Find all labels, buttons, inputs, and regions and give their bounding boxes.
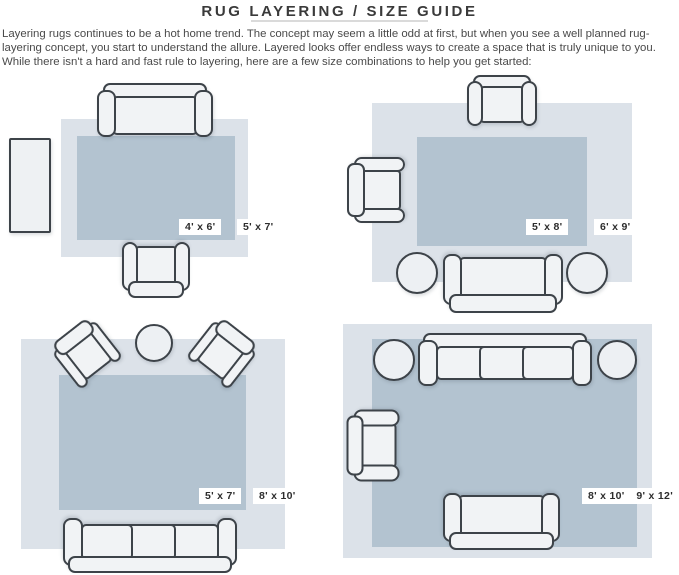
- side-chair-icon: [347, 410, 402, 482]
- sofa-arm: [572, 340, 592, 386]
- three-seat-sofa-icon: [418, 333, 592, 387]
- inner-rug-size-label: 5' x 8': [526, 219, 568, 235]
- inner-rug-size-label: 5' x 7': [199, 488, 241, 504]
- chair-seat: [358, 423, 397, 468]
- sofa-cushion: [522, 346, 573, 380]
- loveseat-icon: [443, 492, 560, 550]
- outer-rug-size-label: 6' x 9': [594, 219, 636, 235]
- outer-rug-size-label: 9' x 12': [630, 488, 679, 504]
- outer-rug-size-label: 5' x 7': [237, 219, 279, 235]
- inner-rug-size-label: 8' x 10': [582, 488, 631, 504]
- intro-text: Layering rugs continues to be a hot home trend. The concept may seem a little odd at first, but when you see a well planned rug-layering concept, you start to understand the allure. Layered looks offer endless ways to create a space that is truly unique to you. While there isn't a hard and fast rule to layering, here are a few size combinations to help you get started:: [2, 28, 656, 68]
- round-table-icon: [597, 340, 637, 380]
- sofa-seat: [458, 495, 545, 536]
- outer-rug-size-label: 8' x 10': [253, 488, 302, 504]
- sofa-back: [449, 532, 554, 550]
- chair-back: [347, 416, 364, 475]
- page-title: RUG LAYERING / SIZE GUIDE: [201, 3, 478, 20]
- round-table-icon: [373, 339, 415, 381]
- sofa-arm: [418, 340, 438, 386]
- inner-rug-size-label: 4' x 6': [179, 219, 221, 235]
